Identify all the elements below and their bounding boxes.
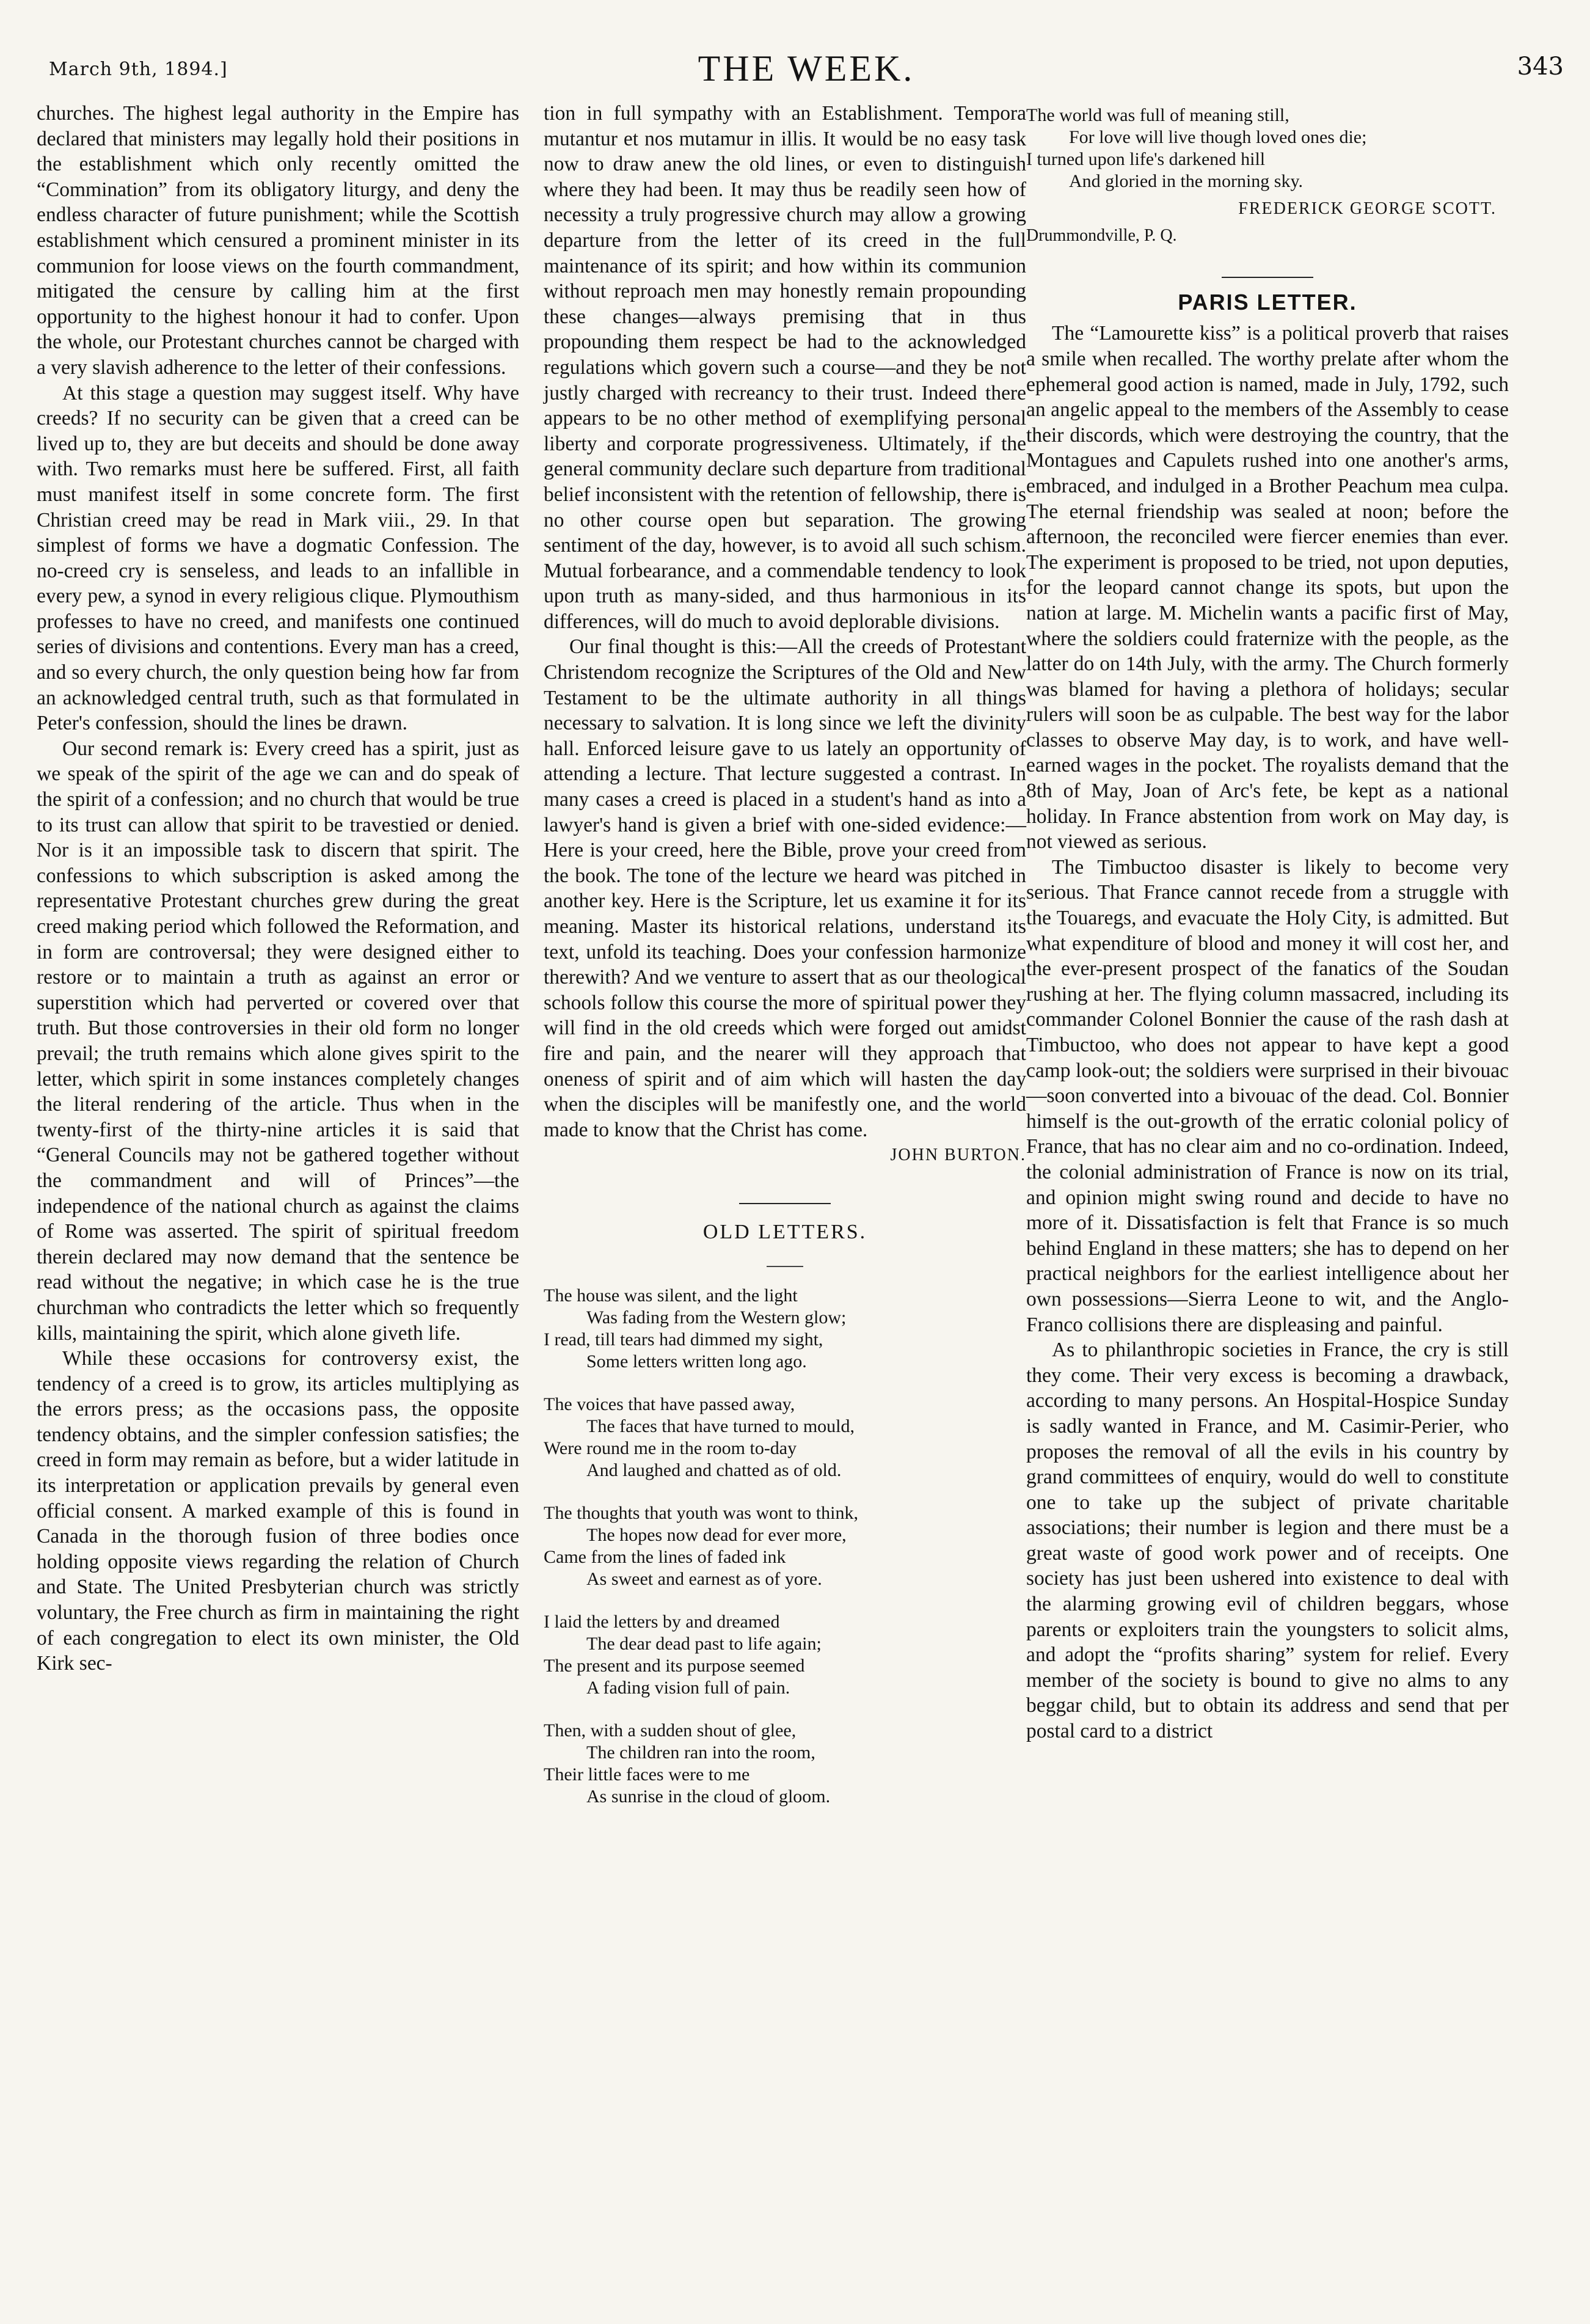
column-middle (544, 101, 1026, 1829)
section-title: PARIS LETTER. (1178, 289, 1357, 315)
poem-line: The dear dead past to life again; (586, 1633, 822, 1654)
poem-old-letters (544, 1285, 1026, 1808)
poem-line: I read, till tears had dimmed my sight, (544, 1329, 823, 1350)
paragraph: Our second remark is: Every creed has a spirit, just as we speak of the spirit of the age we can and do speak of the spirit of a confession; and no church that would be true to its trust can allow that spirit to be travestied or denied. Nor is it an impossible task to discern that spirit. The confessions to which subscription is asked among the representative Protestant churches grew during the great creed making period which followed the Reformation, and in form are controversal; they were designed either to restore or to maintain a truth as against an error or superstition which had perverted or covered over that truth. But those controversies in their old form no longer prevail; the truth remains which alone gives spirit to the letter, which spirit in some instances completely changes the literal rendering of the article. Thus when in the twenty-first of the thirty-nine articles it is said that “General Councils may not be gathered together without the commandment and will of Princes”—the independence of the national church as against the claims of Rome was asserted. The spirit of spiritual freedom therein declared may now demand that the sentence be read without the negative; in which case he is the true churchman who contradicts the letter which so frequently kills, maintaining the spirit, which alone giveth life. (37, 737, 519, 1345)
paragraph: As to philanthropic societies in France, the cry is still they come. Their very excess is becoming a drawback, according to many persons. An Hospital-Hospice Sunday is sadly wanted in France, and M. Casimir-Perier, who proposes the removal of all the evils in his country by grand committees of enquiry, would do well to constitute one to take up the subject of private charitable associations; their number is legion and there must be a great waste of good work power and of receipts. One society has just been ushered into existence to deal with the alarming growing evil of children beggars, whose parents or exploiters train the youngsters to solicit alms, and adopt the “profits sharing” system for relief. Every member of the society is bound to give no alms to any beggar child, but to obtain its address and send that per postal card to a district (1026, 1339, 1509, 1743)
paragraph: Our final thought is this:—All the creeds of Protestant Christendom recognize the Scriptures of the Old and New Testament to be the ultimate authority in all things necessary to salvation. It is long since we left the divinity hall. Enforced leisure gave to us lately an opportunity of attending a lecture. That lecture suggested a contrast. In many cases a creed is placed in a student's hand as into a lawyer's hand is given a brief with one-sided evidence:—Here is your creed, here the Bible, prove your creed from the book. The tone of the lecture we heard was pitched in another key. Here is the Scripture, let us examine it for its meaning. Master its historical relations, understand its text, unfold its teaching. Does your confession harmonize therewith? And we venture to assert that as our theological schools follow this course the more of spiritual power they will find in the old creeds which were forged out amidst fire and pain, and the nearer will they approach that oneness of spirit and of aim which will hasten the day when the disciples will be manifestly one, and the world made to know that the Christ has come. (544, 635, 1026, 1141)
poem-line: The house was silent, and the light (544, 1285, 798, 1306)
poem-line: The children ran into the room, (586, 1742, 815, 1763)
paragraph: churches. The highest legal authority in the Empire has declared that ministers may legally hold their positions in the establishment which only recently omitted the “Commination” from its obligatory liturgy, and deny the endless character of future punishment; while the Scottish establishment which censured a prominent minister in its communion for loose views on the fourth commandment, mitigated the censure by calling him at the first opportunity to the highest honour it had to confer. Upon the whole, our Protestant churches cannot be charged with a very slavish adherence to the letter of their confessions. (37, 102, 519, 379)
poem-stanza (544, 1720, 1026, 1808)
section-divider (544, 1185, 1026, 1211)
title-rule (544, 1248, 1026, 1274)
poem-line: The hopes now dead for ever more, (586, 1524, 847, 1545)
poem-stanza (544, 1502, 1026, 1590)
poem-author: FREDERICK GEORGE SCOTT. (1238, 199, 1497, 218)
poem-line: For love will live though loved ones die; (1069, 127, 1367, 147)
poem-line: Was fading from the Western glow; (586, 1307, 847, 1328)
poem-stanza (1026, 104, 1509, 192)
paragraph: At this stage a question may suggest itself. Why have creeds? If no security can be given that a creed can be lived up to, they are but deceits and should be done away with. Two remarks must here be suffered. First, all faith must manifest itself in some concrete form. The first Christian creed may be read in Mark viii., 29. In that simplest of forms we have a dogmatic Confession. The no-creed cry is senseless, and leads to an infallible in every pew, a synod in every religious clique. Plymouthism professes to have no creed, and manifests one continued series of divisions and contentions. Every man has a creed, and so every church, the only question being how far from an acknowledged central truth, such as that formulated in Peter's confession, should the lines be drawn. (37, 381, 519, 735)
poem-title: OLD LETTERS. (702, 1220, 867, 1243)
article-signature: JOHN BURTON. (890, 1146, 1026, 1165)
poem-stanza (544, 1285, 1026, 1373)
poem-line: A fading vision full of pain. (586, 1677, 790, 1698)
poem-line: And gloried in the morning sky. (1069, 171, 1304, 191)
poem-line: The thoughts that youth was wont to think, (544, 1502, 858, 1523)
page-header (49, 48, 1564, 103)
poem-line: As sunrise in the cloud of gloom. (586, 1786, 831, 1807)
section-divider (1026, 259, 1509, 285)
publication-title: THE WEEK. (698, 48, 915, 89)
poem-line: The present and its purpose seemed (544, 1655, 805, 1676)
poem-line: Their little faces were to me (544, 1764, 750, 1785)
poem-line: And laughed and chatted as of old. (586, 1460, 842, 1480)
poem-line: Some letters written long ago. (586, 1351, 807, 1372)
poem-continuation (1026, 104, 1509, 192)
column-left (37, 101, 519, 1676)
poem-line: Came from the lines of faded ink (544, 1546, 786, 1567)
poem-line: I laid the letters by and dreamed (544, 1611, 780, 1632)
issue-date: March 9th, 1894.] (49, 59, 228, 80)
paragraph: tion in full sympathy with an Establishment. Tempora mutantur et nos mutamur in illis. It would be no easy task now to draw anew the old lines, or even to distinguish where they had been. It may thus be readily seen how of necessity a truly progressive church may allow a growing departure from the letter of its creed in the full maintenance of its spirit; and how within its communion without reproach men may honestly remain propounding these changes—always premising that in thus propounding them respect be had to the acknowledged regulations which govern such a course—and they be not justly charged with recreancy to their trust. Indeed there appears to be no other method of exemplifying personal liberty and corporate progressiveness. Ultimately, if the general community declare such departure from traditional belief inconsistent with the retention of fellowship, there is no other course open but separation. The growing sentiment of the day, however, is to avoid all such schism. Mutual forbearance, and a commendable tendency to look upon truth as many-sided, and thus harmonious in its differences, will do much to avoid deplorable divisions. (544, 102, 1026, 633)
poem-stanza (544, 1611, 1026, 1699)
paragraph: The “Lamourette kiss” is a political proverb that raises a smile when recalled. The worthy prelate after whom the ephemeral good action is named, made in July, 1792, such an angelic appeal to the members of the Assembly to cease their discords, which were destroying the country, that the Montagues and Capulets rushed into one another's arms, embraced, and indulged in a Brother Peachum mea culpa. The eternal friendship was sealed at noon; before the afternoon, the reconciled were fiercer enemies than ever. The experiment is proposed to be tried, not upon deputies, for the leopard cannot change its spots, but upon the nation at large. M. Michelin wants a pacific first of May, where the soldiers could fraternize with the people, as the latter do on 14th July, with the army. The Church formerly was blamed for having a plethora of holidays; secular rulers will soon be as culpable. The best way for the labor classes to observe May day, is to work, and have well-earned wages in the pocket. The royalists demand that the 8th of May, Joan of Arc's fete, be kept as a national holiday. In France abstention from work on May day, is not viewed as serious. (1026, 322, 1509, 853)
poem-line: As sweet and earnest as of yore. (586, 1568, 822, 1589)
poem-stanza (544, 1394, 1026, 1482)
paragraph: The Timbuctoo disaster is likely to become very serious. That France cannot recede from a struggle with the Touaregs, and evacuate the Holy City, is admitted. But what expenditure of blood and money it will cost her, and the ever-present prospect of the fanatics of the Soudan rushing at her. The flying column massacred, including its commander Colonel Bonnier the cause of the rash dash at Timbuctoo, who does not appear to have kept a good camp look-out; the soldiers were surprised in their bivouac—soon converted into a bivouac of the dead. Col. Bonnier himself is the out-growth of the erratic colonial policy of France, that has no clear aim and no co-ordination. Indeed, the colonial administration of France is now on its trial, and opinion might swing round and decide to have no more of it. Dissatisfaction is felt that France is so much behind England in these matters; she has to depend on her practical neighbors for the earliest intelligence about her own possessions—Sierra Leone to wit, and the Anglo-Franco collisions there are displeasing and painful. (1026, 855, 1509, 1336)
poem-place: Drummondville, P. Q. (1026, 225, 1177, 245)
poem-line: The faces that have turned to mould, (586, 1416, 855, 1436)
page-number: 343 (1517, 53, 1564, 81)
poem-line: I turned upon life's darkened hill (1026, 149, 1266, 169)
poem-line: Were round me in the room to-day (544, 1438, 797, 1458)
poem-line: The world was full of meaning still, (1026, 105, 1289, 125)
column-right (1026, 101, 1509, 1744)
paragraph: While these occasions for controversy exist, the tendency of a creed is to grow, its articles multiplying as the errors press; as the occasions pass, the opposite tendency obtains, and the simpler confession satisfies; the creed in form may remain as before, but a wider latitude in its interpretation or application prevails by general even official consent. A marked example of this is found in Canada in the thorough fusion of three bodies once holding opposite views regarding the relation of Church and State. The United Presbyterian church was strictly voluntary, the Free church as firm in maintaining the right of each congregation to elect its own minister, the Old Kirk sec- (37, 1347, 519, 1675)
poem-line: The voices that have passed away, (544, 1394, 795, 1414)
poem-line: Then, with a sudden shout of glee, (544, 1720, 797, 1741)
